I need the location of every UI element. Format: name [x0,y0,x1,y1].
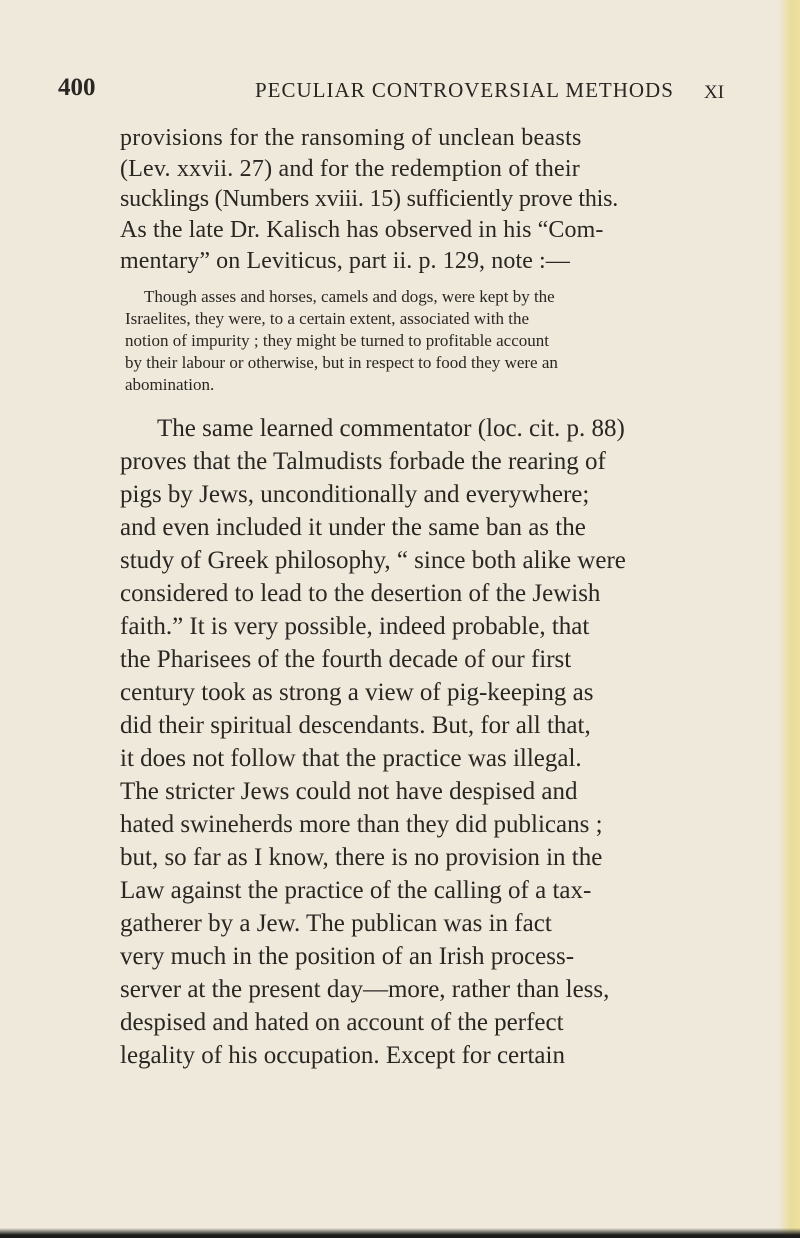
page-edge-shadow [778,0,800,1238]
quote-line: by their labour or otherwise, but in respect to food they were an [125,353,558,372]
page-bottom-edge [0,1228,800,1238]
chapter-number: XI [704,82,725,103]
text-line: proves that the Talmudists forbade the rearing of [120,448,606,475]
text-line: Law against the practice of the calling of a tax- [120,877,592,904]
text-line: very much in the position of an Irish process- [120,943,575,970]
quote-line: notion of impurity ; they might be turned to profitable account [125,331,549,350]
text-line: pigs by Jews, unconditionally and everywhere; [120,481,590,508]
text-line: (Lev. xxvii. 27) and for the redemption of their [120,156,580,182]
text-line: legality of his occupation. Except for certain [120,1042,565,1069]
text-line: faith.” It is very possible, indeed probable, that [120,613,590,640]
text-line: The stricter Jews could not have despised and [120,778,578,805]
text-line: did their spiritual descendants. But, for all that, [120,712,591,739]
text-line: sucklings (Numbers xviii. 15) sufficiently prove this. [120,186,619,212]
text-line: mentary” on Leviticus, part ii. p. 129, note :— [120,248,570,274]
quote-line: Though asses and horses, camels and dogs, were kept by the [144,287,555,306]
text-line: server at the present day—more, rather than less, [120,976,610,1003]
text-line: century took as strong a view of pig-keeping as [120,679,594,706]
page-header [58,74,725,114]
text-line: hated swineherds more than they did publicans ; [120,811,603,838]
text-line: considered to lead to the desertion of the Jewish [120,580,601,607]
text-line: As the late Dr. Kalisch has observed in his “Com- [120,217,604,243]
page-number: 400 [58,74,96,101]
text-line: The same learned commentator (loc. cit. p. 88) [157,415,625,442]
text-line: but, so far as I know, there is no provision in the [120,844,603,871]
quote-line: abomination. [125,375,215,394]
text-line: it does not follow that the practice was illegal. [120,745,582,772]
running-title: PECULIAR CONTROVERSIAL METHODS [255,78,674,102]
text-line: gatherer by a Jew. The publican was in fact [120,910,552,937]
text-line: and even included it under the same ban as the [120,514,586,541]
text-line: provisions for the ransoming of unclean beasts [120,125,582,151]
quote-line: Israelites, they were, to a certain extent, associated with the [125,309,530,328]
text-line: study of Greek philosophy, “ since both alike were [120,547,626,574]
text-line: despised and hated on account of the perfect [120,1009,564,1036]
text-line: the Pharisees of the fourth decade of our first [120,646,572,673]
